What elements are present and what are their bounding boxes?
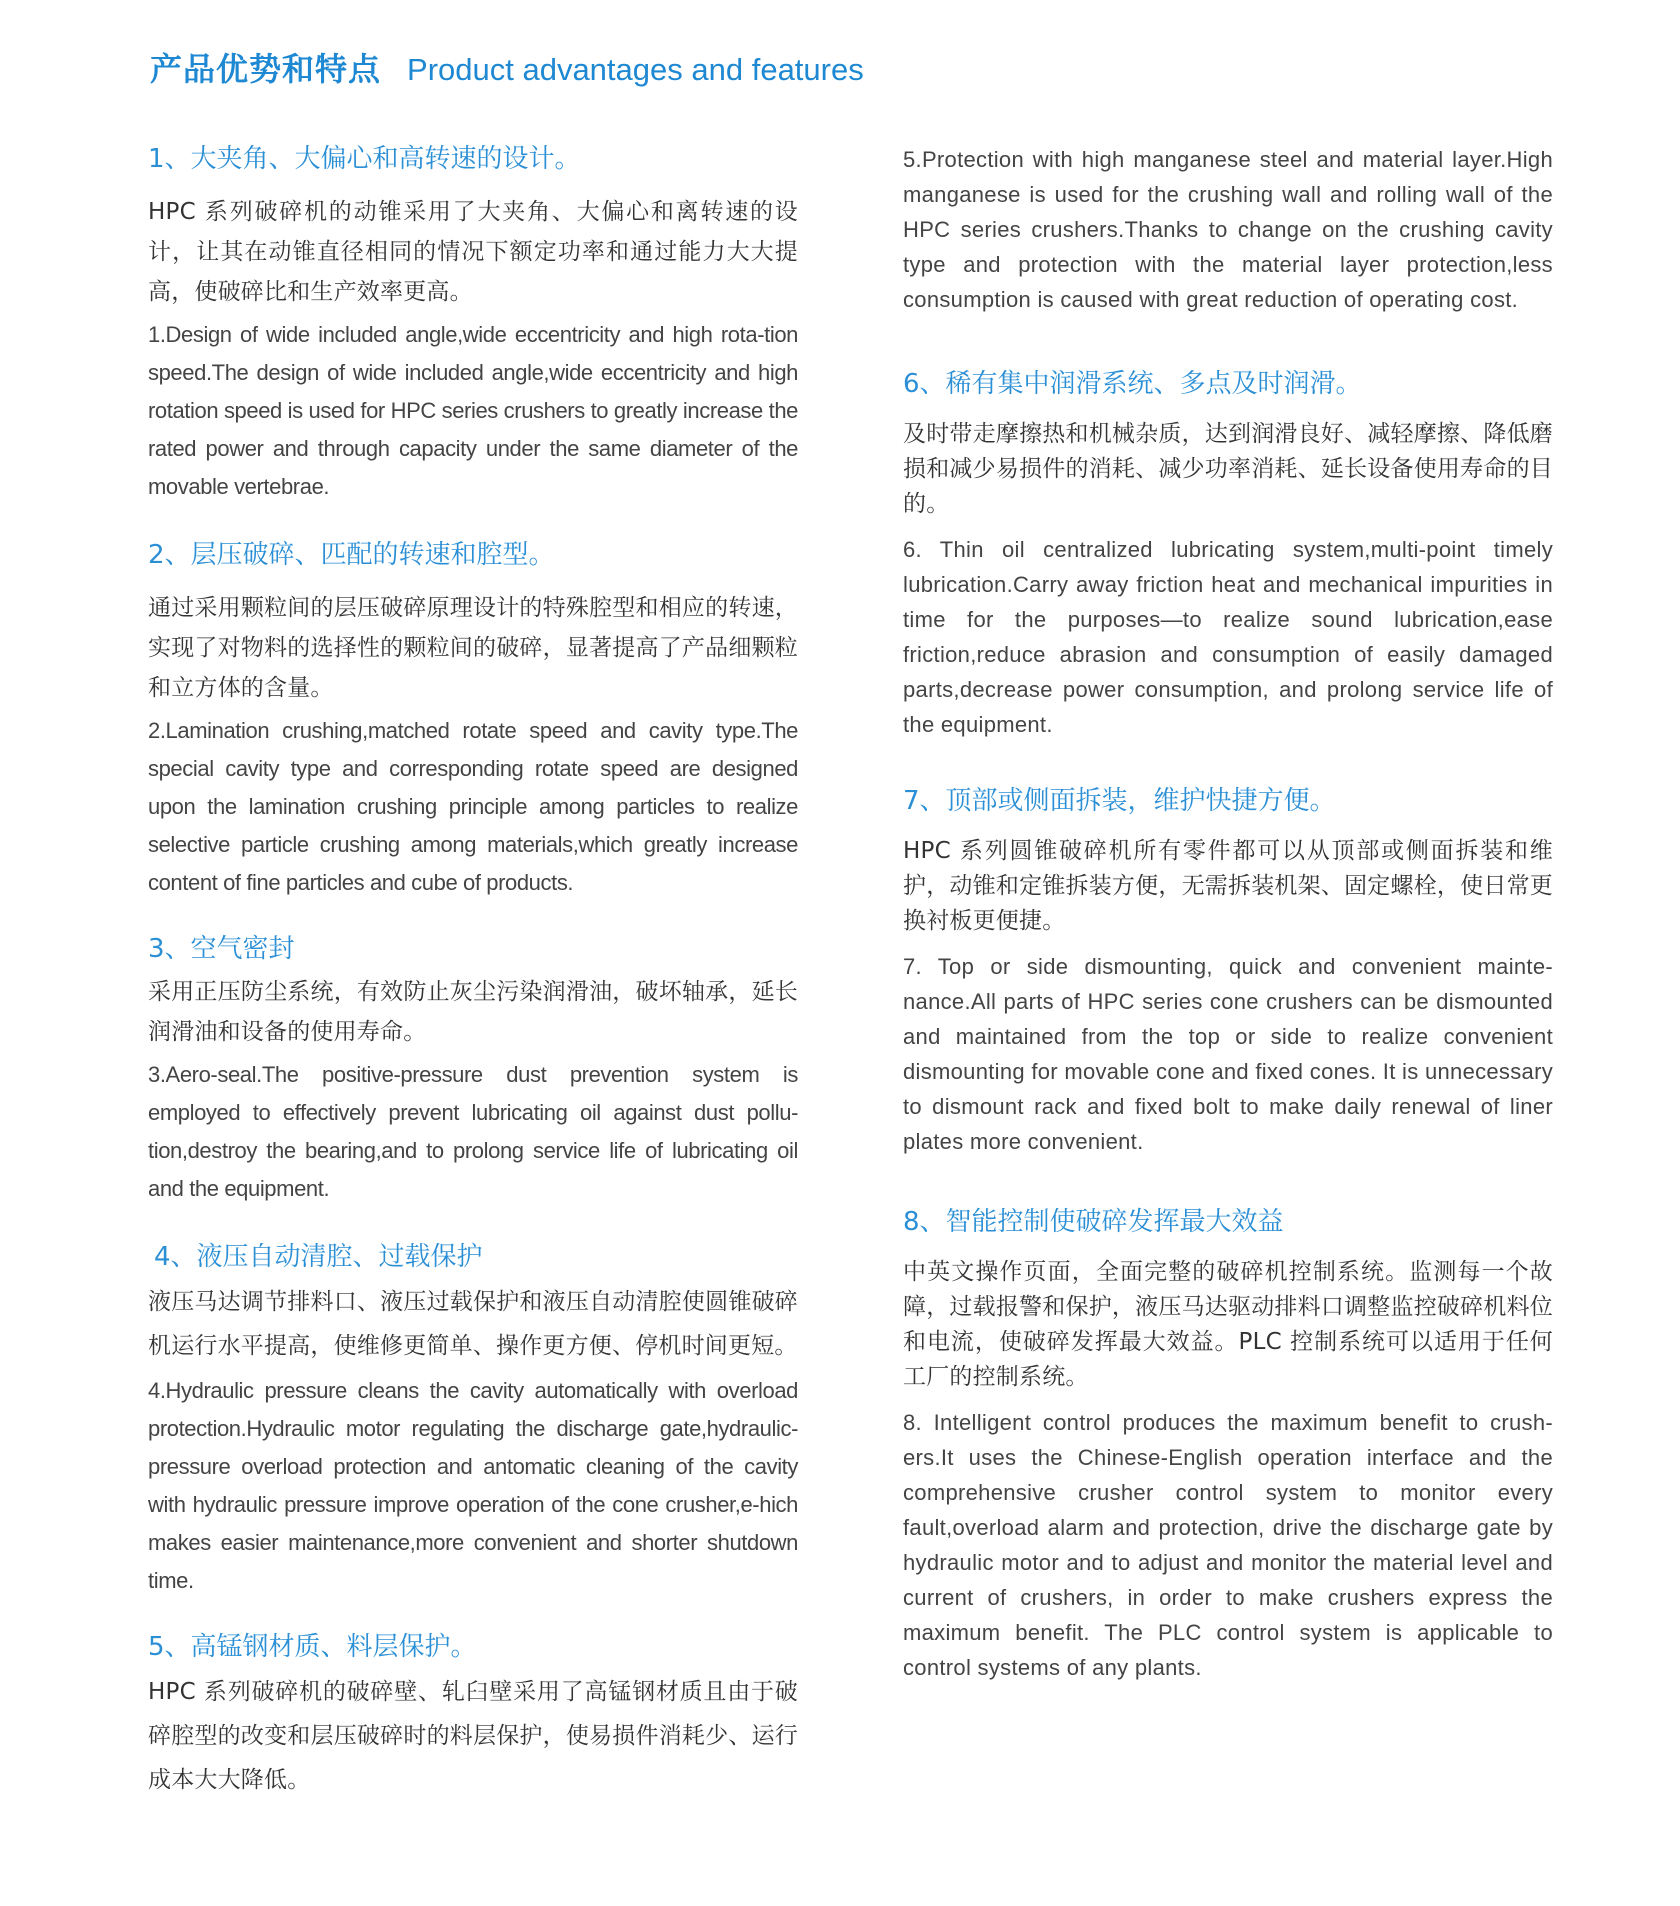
feature-heading: 6、稀有集中润滑系统、多点及时润滑。: [903, 369, 1362, 399]
feature-text-cn: 中英文操作页面，全面完整的破碎机控制系统。监测每一个故障，过载报警和保护，液压马达驱动排料口调整监控破碎机料位和电流，使破碎发挥最大效益。PLC 控制系统可以适用于任何工厂的控制系统。: [903, 1259, 1553, 1390]
feature-heading: 7、顶部或侧面拆装，维护快捷方便。: [903, 786, 1336, 816]
feature-text-en: 5.Protection with high manganese steel and material layer.High manganese is used for the crushing wall and rolling wall of the HPC series crushers.Thanks to change on the crushing cavity type and protection with the material layer protection,less consumption is caused with great reduction of operating cost.: [903, 147, 1553, 312]
feature-text-cn: 液压马达调节排料口、液压过载保护和液压自动清腔使圆锥破碎机运行水平提高，使维修更简单、操作更方便、停机时间更短。: [148, 1289, 798, 1359]
feature-text-cn: HPC 系列圆锥破碎机所有零件都可以从顶部或侧面拆装和维护，动锥和定锥拆装方便，无需拆装机架、固定螺栓，使日常更换衬板更便捷。: [903, 838, 1553, 934]
feature-section-2: [148, 536, 798, 902]
feature-section-4: [148, 1238, 798, 1600]
right-column: [903, 142, 1553, 1719]
feature-text-cn: 采用正压防尘系统，有效防止灰尘污染润滑油，破坏轴承，延长润滑油和设备的使用寿命。: [148, 979, 798, 1045]
page-header: [150, 44, 864, 94]
feature-text-en: 3.Aero-seal.The positive-pressure dust prevention system is employed to effectively prevent lubricating oil against dust pollu-tion,destroy the bearing,and to prolong service life of lubricating oil and the equipment.: [148, 1062, 798, 1201]
feature-text-en: 4.Hydraulic pressure cleans the cavity automatically with overload protection.Hydraulic motor regulating the discharge gate,hydraulic-pressure overload protection and antomatic cleaning of the cavity with hydraulic pressure improve operation of the cone crusher,e-hich makes easier maintenance,more convenient and shorter shutdown time.: [148, 1378, 798, 1593]
feature-section-7: [903, 782, 1553, 1159]
feature-heading: 1、大夹角、大偏心和高转速的设计。: [148, 144, 581, 174]
feature-section-1: [148, 140, 798, 506]
feature-heading: 5、高锰钢材质、料层保护。: [148, 1632, 477, 1662]
feature-text-cn: 及时带走摩擦热和机械杂质，达到润滑良好、减轻摩擦、降低磨损和减少易损件的消耗、减少功率消耗、延长设备使用寿命的目的。: [903, 421, 1553, 517]
feature-text-en: 6. Thin oil centralized lubricating system,multi-point timely lubrication.Carry away friction heat and mechanical impurities in time for the purposes—to realize sound lubrication,ease friction,reduce abrasion and consumption of easily damaged parts,decrease power consumption, and prolong service life of the equipment.: [903, 537, 1553, 737]
feature-section-3: [148, 930, 798, 1208]
feature-heading: 8、智能控制使破碎发挥最大效益: [903, 1207, 1284, 1237]
feature-text-cn: HPC 系列破碎机的破碎壁、轧臼壁采用了高锰钢材质且由于破碎腔型的改变和层压破碎时的料层保护，使易损件消耗少、运行成本大大降低。: [148, 1679, 798, 1793]
feature-section-5-en: [903, 142, 1553, 317]
left-column: [148, 140, 798, 1836]
feature-section-6: [903, 365, 1553, 742]
feature-text-cn: HPC 系列破碎机的动锥采用了大夹角、大偏心和离转速的设计，让其在动锥直径相同的情况下额定功率和通过能力大大提高，使破碎比和生产效率更高。: [148, 199, 798, 305]
feature-heading: 2、层压破碎、匹配的转速和腔型。: [148, 540, 555, 570]
page-title-cn: 产品优势和特点: [150, 50, 382, 88]
feature-text-en: 2.Lamination crushing,matched rotate speed and cavity type.The special cavity type and corresponding rotate speed are designed upon the lamination crushing principle among particles to realize selective particle crushing among materials,which greatly increase content of fine particles and cube of products.: [148, 718, 798, 895]
feature-section-5: [148, 1628, 798, 1802]
feature-text-cn: 通过采用颗粒间的层压破碎原理设计的特殊腔型和相应的转速，实现了对物料的选择性的颗粒间的破碎，显著提高了产品细颗粒和立方体的含量。: [148, 595, 798, 701]
feature-text-en: 7. Top or side dismounting, quick and convenient mainte-nance.All parts of HPC series cone crushers can be dismounted and maintained from the top or side to realize convenient dismounting for movable cone and fixed cones. It is unnecessary to dismount rack and fixed bolt to make daily renewal of liner plates more convenient.: [903, 954, 1553, 1154]
page-title-en: Product advantages and features: [407, 52, 864, 87]
feature-text-en: 8. Intelligent control produces the maximum benefit to crush-ers.It uses the Chinese-English operation interface and the comprehensive crusher control system to monitor every fault,overload alarm and protection, drive the discharge gate by hydraulic motor and to adjust and monitor the material level and current of crushers, in order to make crushers express the maximum benefit. The PLC control system is applicable to control systems of any plants.: [903, 1410, 1553, 1680]
feature-heading: 4、液压自动清腔、过载保护: [154, 1242, 483, 1272]
feature-text-en: 1.Design of wide included angle,wide eccentricity and high rota-tion speed.The design of wide included angle,wide eccentricity and high rotation speed is used for HPC series crushers to greatly increase the rated power and through capacity under the same diameter of the movable vertebrae.: [148, 322, 798, 499]
feature-section-8: [903, 1203, 1553, 1685]
feature-heading: 3、空气密封: [148, 934, 295, 964]
